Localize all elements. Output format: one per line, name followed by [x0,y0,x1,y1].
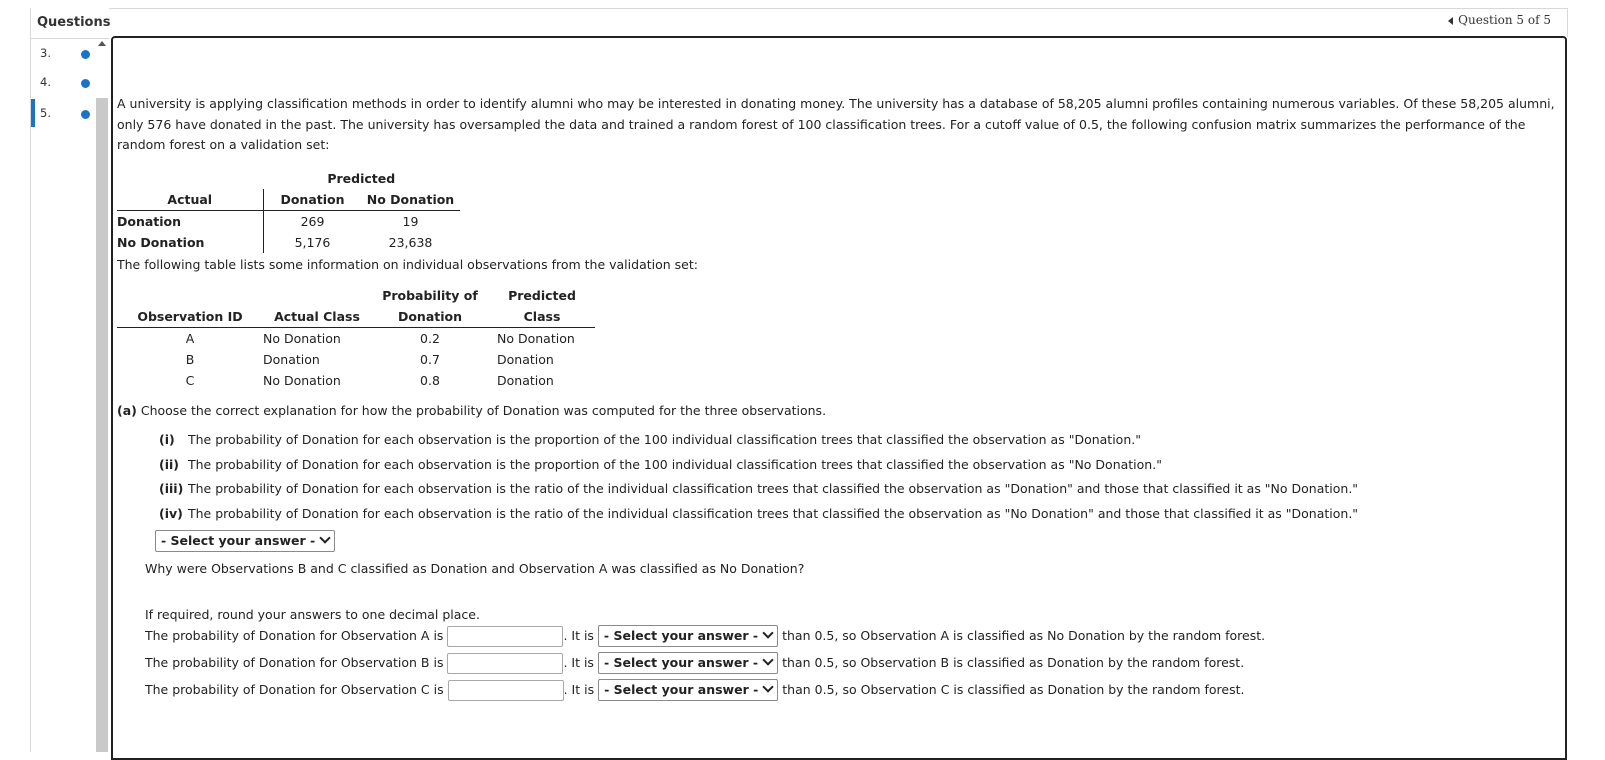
cell: Donation [497,373,554,388]
cell: 0.8 [420,373,440,388]
col-header: Donation [263,189,362,211]
question-counter: Question 5 of 5 [1458,13,1551,27]
option-item [159,457,1557,482]
why-question: Why were Observations B and C classified as Donation and Observation A was classified as No Donation? [145,561,805,576]
probability-lines [145,625,1557,706]
caret-left-icon [1448,17,1453,25]
probability-input-c[interactable] [448,680,564,701]
probability-input-a[interactable] [447,626,563,647]
col-header: Predicted [508,288,576,303]
cell: No Donation [263,373,341,388]
cell: B [185,352,195,367]
question-intro: A university is applying classification methods in order to identify alumni who may be interested in donating money. The university has a database of 58,205 alumni profiles containing numerous variables. Of these 58,205 alumni, only 576 have donated in the past. The university has oversampled the data and trained a random forest of 100 classification trees. For a cutoff value of 0.5, the following confusion matrix summarizes the performance of the random forest on a validation set: [117,96,1555,152]
question-content [117,94,1557,706]
option-item [159,481,1557,506]
chevron-down-icon [762,654,773,665]
cell: 5,176 [294,234,331,250]
status-dot-icon [81,110,90,119]
option-label: (ii) [159,456,179,472]
col-header: Probability of [382,288,478,303]
sidebar-item-5[interactable] [31,99,95,127]
cell: No Donation [263,331,341,346]
col-header: Class [489,306,595,328]
comparison-select-c[interactable]: - Select your answer - [598,679,778,701]
line-mid: . It is [563,682,595,697]
table-row [117,370,595,391]
answer-select-part-a[interactable]: - Select your answer - [155,530,335,552]
col-header: Observation ID [117,306,263,328]
cell: 0.2 [420,331,440,346]
chevron-down-icon [763,681,774,692]
cell: 269 [300,213,325,229]
question-number: 5. [40,106,51,120]
part-a-prompt [117,403,1557,418]
table-row [117,210,460,232]
line-suffix: than 0.5, so Observation C is classified as Donation by the random forest. [782,682,1245,697]
col-header: Donation [371,306,489,328]
question-topbar [109,8,1568,37]
option-item [159,432,1557,457]
probability-line-c [145,679,1557,706]
option-item [159,506,1557,531]
question-number: 4. [40,75,51,89]
row-label: Donation [117,210,263,232]
probability-line-a [145,625,1557,652]
part-a-text: Choose the correct explanation for how the probability of Donation was computed for the three observations. [140,403,827,418]
comparison-select-b[interactable]: - Select your answer - [598,652,778,674]
table-row [117,232,460,253]
question-number: 3. [40,46,51,60]
cell: 23,638 [388,234,433,250]
scroll-up-arrow-icon[interactable] [98,41,106,46]
option-label: (iii) [159,481,184,496]
probability-input-b[interactable] [447,653,563,674]
line-suffix: than 0.5, so Observation B is classified as Donation by the random forest. [782,655,1245,670]
line-prefix: The probability of Donation for Observation B is [145,655,444,670]
cell: C [185,373,195,388]
line-suffix: than 0.5, so Observation A is classified as No Donation by the random forest. [782,628,1266,643]
sidebar-header [31,8,109,39]
questions-sidebar [30,8,109,752]
cell: Donation [263,352,320,367]
line-prefix: The probability of Donation for Observation C is [145,682,444,697]
option-text: The probability of Donation for each observation is the ratio of the individual classification trees that classified the observation as "No Donation" and those that classified it as "Donation." [188,505,1359,521]
option-text: The probability of Donation for each observation is the proportion of the 100 individual classification trees that classified the observation as "Donation." [188,432,1141,447]
chevron-down-icon [320,532,331,543]
col-header: Actual Class [263,306,371,328]
cell: A [185,331,195,346]
cell: No Donation [497,331,575,346]
line-mid: . It is [563,628,594,643]
round-instruction: If required, round your answers to one decimal place. [145,607,480,622]
option-text: The probability of Donation for each observation is the proportion of the 100 individual classification trees that classified the observation as "No Donation." [188,456,1162,472]
observation-table [117,285,595,391]
scrollbar[interactable] [96,98,108,752]
sidebar-item-3[interactable] [31,39,95,67]
table-row [117,349,595,370]
cell: Donation [497,352,554,367]
line-mid: . It is [563,655,594,670]
cell: 19 [402,213,419,229]
sidebar-item-4[interactable] [31,68,95,96]
part-label: (a) [117,403,137,418]
option-text: The probability of Donation for each observation is the ratio of the individual classification trees that classified the observation as "Donation" and those that classified it as "No Donation." [188,481,1359,496]
options-list [159,432,1557,530]
row-label: No Donation [117,232,263,253]
status-dot-icon [81,50,90,59]
status-dot-icon [81,79,90,88]
sidebar-title: Questions [37,15,111,30]
table-row [117,328,595,350]
probability-line-b [145,652,1557,679]
option-label: (i) [159,432,175,447]
predicted-header: Predicted [327,170,396,186]
col-header: No Donation [362,189,460,211]
table-intro: The following table lists some information on individual observations from the validation set: [117,256,698,272]
cell: 0.7 [420,352,440,367]
actual-header: Actual [117,189,263,211]
option-label: (iv) [159,505,183,521]
line-prefix: The probability of Donation for Observation A is [145,628,444,643]
chevron-down-icon [762,627,773,638]
comparison-select-a[interactable]: - Select your answer - [598,625,778,647]
confusion-matrix [117,168,460,253]
previous-question-link[interactable] [1448,13,1551,27]
